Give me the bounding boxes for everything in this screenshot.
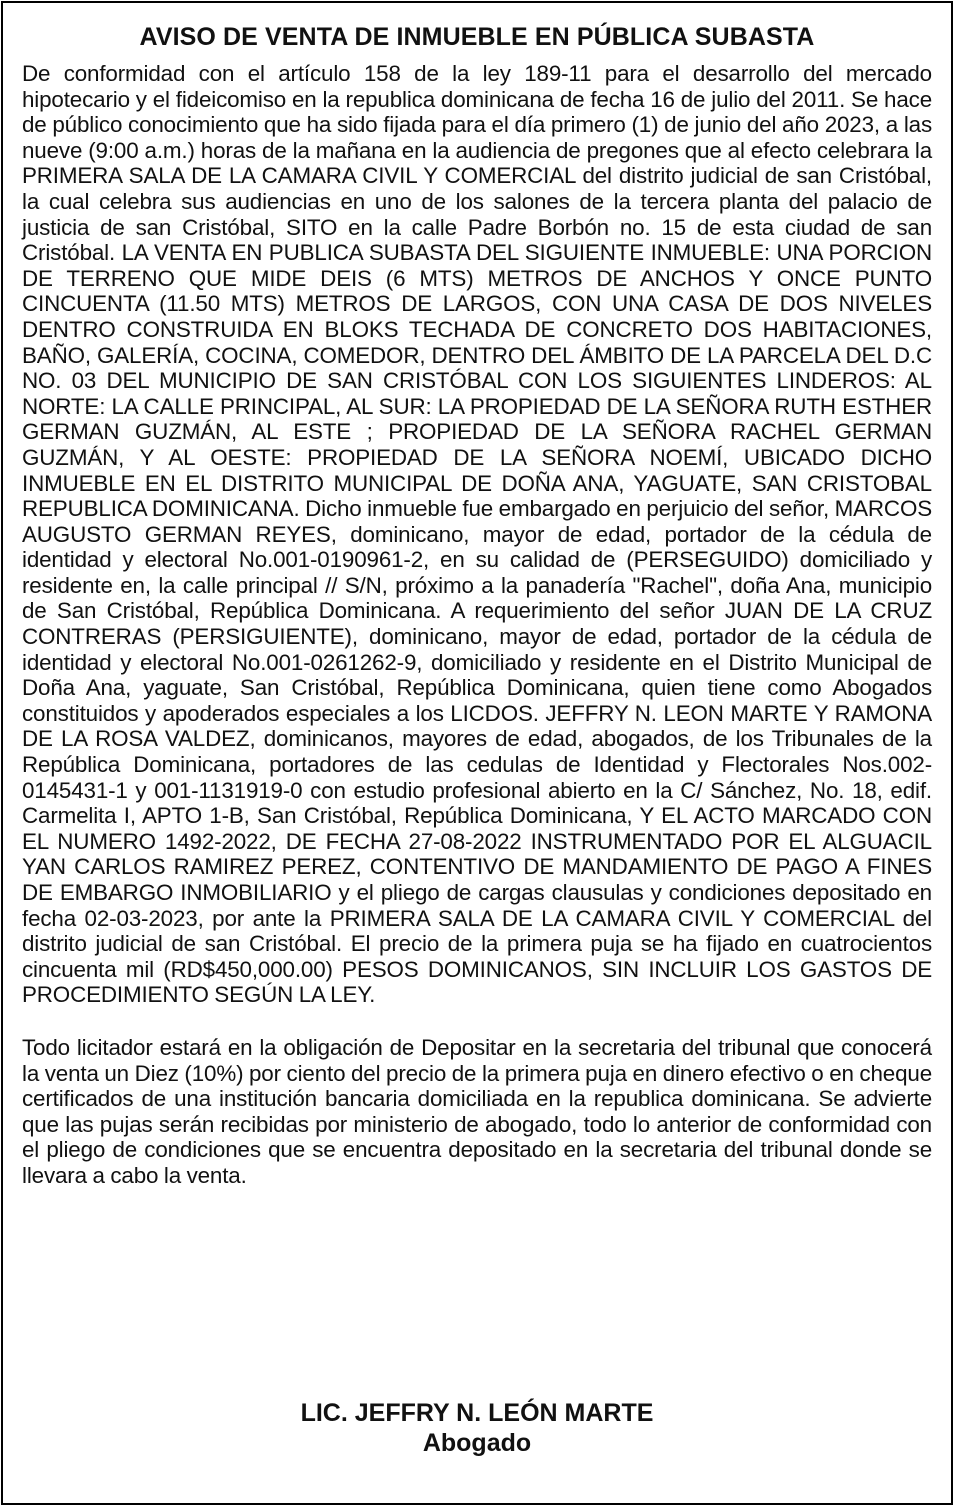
notice-body — [22, 21, 932, 1457]
signature-name: LIC. JEFFRY N. LEÓN MARTE — [300, 1399, 654, 1427]
notice-title: AVISO DE VENTA DE INMUEBLE EN PÚBLICA SUBASTA — [139, 23, 815, 51]
notice-paragraph-conditions: Todo licitador estará en la obligación de Depositar en la secretaria del tribunal que conocerá la venta un Diez (10%) por ciento del precio de la primera puja en dinero efectivo o en cheque certificados de una institución bancaria domiciliada en la republica dominicana. Se advierte que las pujas serán recibidas por ministerio de abogado, todo lo anterior de conformidad con el pliego de condiciones que se encuentra depositado en la secretaria del tribunal donde se llevara a cabo la venta. — [22, 1034, 932, 1188]
notice-paragraph-main: De conformidad con el artículo 158 de la ley 189-11 para el desarrollo del mercado hipotecario y el fideicomiso en la republica dominicana de fecha 16 de julio del 2011. Se hace de público conocimiento que ha sido fijada para el día primero (1) de junio del año 2023, a las nueve (9:00 a.m.) horas de la mañana en la audiencia de pregones que al efecto celebrara la PRIMERA SALA DE LA CAMARA CIVIL Y COMERCIAL del distrito judicial de san Cristóbal, la cual celebra sus audiencias en uno de los salones de la tercera planta del palacio de justicia de san Cristóbal, SITO en la calle Padre Borbón no. 15 de esta ciudad de san Cristóbal. LA VENTA EN PUBLICA SUBASTA DEL SIGUIENTE INMUEBLE: UNA PORCION DE TERRENO QUE MIDE DEIS (6 MTS) METROS DE ANCHOS Y ONCE PUNTO CINCUENTA (11.50 MTS) METROS DE LARGOS, CON UNA CASA DE DOS NIVELES DENTRO CONSTRUIDA EN BLOKS TECHADA DE CONCRETO DOS HABITACIONES, BAÑO, GALERÍA, COCINA, COMEDOR, DENTRO DEL ÁMBITO DE LA PARCELA DEL D.C NO. 03 DEL MUNICIPIO DE SAN CRISTÓBAL CON LOS SIGUIENTES LINDEROS: AL NORTE: LA CALLE PRINCIPAL, AL SUR: LA PROPIEDAD DE LA SEÑORA RUTH ESTHER GERMAN GUZMÁN, AL ESTE ; PROPIEDAD DE LA SEÑORA RACHEL GERMAN GUZMÁN, Y AL OESTE: PROPIEDAD DE LA SEÑORA NOEMÍ, UBICADO DICHO INMUEBLE EN EL DISTRITO MUNICIPAL DE DOÑA ANA, YAGUATE, SAN CRISTOBAL REPUBLICA DOMINICANA. Dicho inmueble fue embargado en perjuicio del señor, MARCOS AUGUSTO GERMAN REYES, dominicano, mayor de edad, portador de la cédula de identidad y electoral No.001-0190961-2, en su calidad de (PERSEGUIDO) domiciliado y residente en, la calle principal // S/N, próximo a la panadería "Rachel", doña Ana, municipio de San Cristóbal, República Dominicana. A requerimiento del señor JUAN DE LA CRUZ CONTRERAS (PERSIGUIENTE), dominicano, mayor de edad, portador de la cédula de identidad y electoral No.001-0261262-9, domiciliado y residente en el Distrito Municipal de Doña Ana, yaguate, San Cristóbal, República Dominicana, quien tiene como Abogados constituidos y apoderados especiales a los LICDOS. JEFFRY N. LEON MARTE Y RAMONA DE LA ROSA VALDEZ, dominicanos, mayores de edad, abogados, de los Tribunales de la República Dominicana, portadores de las cedulas de Identidad y Flectorales Nos.002-0145431-1 y 001-1131919-0 con estudio profesional abierto en la C/ Sánchez, No. 18, edif. Carmelita I, APTO 1-B, San Cristóbal, República Dominicana, Y EL ACTO MARCADO CON EL NUMERO 1492-2022, DE FECHA 27-08-2022 INSTRUMENTADO POR EL ALGUACIL YAN CARLOS RAMIREZ PEREZ, CONTENTIVO DE MANDAMIENTO DE PAGO A FINES DE EMBARGO INMOBILIARIO y el pliego de cargas clausulas y condiciones depositado en fecha 02-03-2023, por ante la PRIMERA SALA DE LA CAMARA CIVIL Y COMERCIAL del distrito judicial de san Cristóbal. El precio de la primera puja se ha fijado en cuatrocientos cincuenta mil (RD$450,000.00) PESOS DOMINICANOS, SIN INCLUIR LOS GASTOS DE PROCEDIMIENTO SEGÚN LA LEY. — [22, 61, 932, 1008]
legal-notice — [1, 1, 953, 1505]
signature-block — [22, 1398, 932, 1458]
signature-role: Abogado — [422, 1429, 532, 1457]
